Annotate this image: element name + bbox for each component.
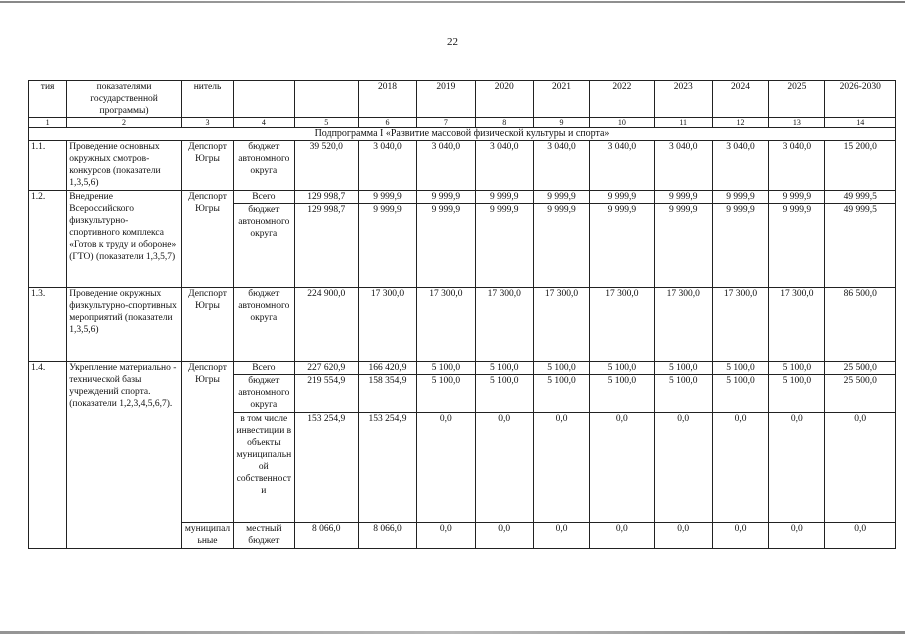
year-value: 17 300,0 (712, 288, 768, 362)
funding-source: Всего (234, 362, 294, 375)
total-value: 224 900,0 (294, 288, 358, 362)
column-number: 12 (712, 118, 768, 128)
header-cell-3: нитель (181, 81, 233, 118)
header-year: 2025 (769, 81, 825, 118)
year-value: 3 040,0 (769, 141, 825, 191)
year-value: 5 100,0 (769, 362, 825, 375)
year-value: 25 500,0 (825, 362, 896, 375)
table-row (29, 362, 896, 375)
year-value: 3 040,0 (712, 141, 768, 191)
year-value: 0,0 (590, 523, 654, 549)
total-value: 219 554,9 (294, 375, 358, 413)
year-value: 9 999,9 (358, 204, 416, 288)
row-number: 1.2. (29, 191, 67, 288)
row-executor: Депспорт Югры (181, 288, 233, 362)
year-value: 49 999,5 (825, 204, 896, 288)
year-value: 3 040,0 (590, 141, 654, 191)
year-value: 9 999,9 (475, 191, 533, 204)
year-value: 9 999,9 (654, 191, 712, 204)
year-value: 0,0 (417, 413, 475, 523)
row-executor: Депспорт Югры (181, 362, 233, 523)
header-year: 2019 (417, 81, 475, 118)
row-name: Укрепление материально - технической базы учреждений спорта. (показатели 1,2,3,4,5,6,7). (67, 362, 182, 549)
year-value: 5 100,0 (417, 375, 475, 413)
year-value: 17 300,0 (590, 288, 654, 362)
year-value: 9 999,9 (475, 204, 533, 288)
year-value: 5 100,0 (475, 375, 533, 413)
year-value: 0,0 (475, 523, 533, 549)
year-value: 3 040,0 (654, 141, 712, 191)
total-value: 129 998,7 (294, 204, 358, 288)
column-number: 6 (358, 118, 416, 128)
funding-source: в том числе инвестиции в объекты муниципальной собственности (234, 413, 294, 523)
year-value: 5 100,0 (417, 362, 475, 375)
row-name: Проведение основных окружных смотров-конкурсов (показатели 1,3,5,6) (67, 141, 182, 191)
column-number: 5 (294, 118, 358, 128)
year-value: 5 100,0 (590, 375, 654, 413)
column-number: 2 (67, 118, 182, 128)
year-value: 9 999,9 (417, 204, 475, 288)
funding-source: бюджет автономного округа (234, 141, 294, 191)
year-value: 3 040,0 (358, 141, 416, 191)
column-number: 3 (181, 118, 233, 128)
row-executor-2: муниципальные (181, 523, 233, 549)
year-value: 5 100,0 (533, 362, 589, 375)
header-cell-4 (234, 81, 294, 118)
year-value: 3 040,0 (475, 141, 533, 191)
year-value: 3 040,0 (533, 141, 589, 191)
year-value: 17 300,0 (417, 288, 475, 362)
year-value: 3 040,0 (417, 141, 475, 191)
column-number: 1 (29, 118, 67, 128)
year-value: 0,0 (712, 413, 768, 523)
year-value: 86 500,0 (825, 288, 896, 362)
table-row (29, 191, 896, 204)
year-value: 9 999,9 (712, 204, 768, 288)
header-year: 2022 (590, 81, 654, 118)
column-number: 14 (825, 118, 896, 128)
year-value: 5 100,0 (712, 362, 768, 375)
year-value: 49 999,5 (825, 191, 896, 204)
scan-edge-top (0, 1, 905, 3)
year-value: 0,0 (769, 523, 825, 549)
year-value: 5 100,0 (712, 375, 768, 413)
header-year: 2018 (358, 81, 416, 118)
page-number: 22 (447, 36, 458, 48)
year-value: 0,0 (590, 413, 654, 523)
row-executor: Депспорт Югры (181, 191, 233, 288)
year-value: 9 999,9 (769, 191, 825, 204)
column-number: 13 (769, 118, 825, 128)
total-value: 227 620,9 (294, 362, 358, 375)
funding-source: бюджет автономного округа (234, 204, 294, 288)
header-cell-1: тия (29, 81, 67, 118)
row-number: 1.4. (29, 362, 67, 549)
table-row (29, 141, 896, 191)
year-value: 0,0 (533, 523, 589, 549)
total-value: 8 066,0 (294, 523, 358, 549)
column-number: 9 (533, 118, 589, 128)
column-number: 10 (590, 118, 654, 128)
year-value: 5 100,0 (475, 362, 533, 375)
column-number: 8 (475, 118, 533, 128)
year-value: 158 354,9 (358, 375, 416, 413)
column-number: 7 (417, 118, 475, 128)
header-cell-2: показателями государственной программы) (67, 81, 182, 118)
column-number-row (29, 118, 896, 128)
header-year: 2026-2030 (825, 81, 896, 118)
header-year: 2020 (475, 81, 533, 118)
row-number: 1.1. (29, 141, 67, 191)
row-name: Внедрение Всероссийского физкультурно-спортивного комплекса «Готов к труду и обороне» (ГТО) (показатели 1,3,5,7) (67, 191, 182, 288)
year-value: 5 100,0 (654, 375, 712, 413)
funding-source: Всего (234, 191, 294, 204)
year-value: 0,0 (533, 413, 589, 523)
row-executor: Депспорт Югры (181, 141, 233, 191)
year-value: 0,0 (769, 413, 825, 523)
header-year: 2021 (533, 81, 589, 118)
year-value: 9 999,9 (533, 191, 589, 204)
year-value: 9 999,9 (590, 191, 654, 204)
column-number: 4 (234, 118, 294, 128)
year-value: 0,0 (825, 413, 896, 523)
year-value: 9 999,9 (590, 204, 654, 288)
year-value: 25 500,0 (825, 375, 896, 413)
year-value: 166 420,9 (358, 362, 416, 375)
header-row (29, 81, 896, 118)
year-value: 17 300,0 (654, 288, 712, 362)
year-value: 153 254,9 (358, 413, 416, 523)
year-value: 9 999,9 (712, 191, 768, 204)
total-value: 39 520,0 (294, 141, 358, 191)
year-value: 0,0 (654, 413, 712, 523)
scan-edge-bottom (0, 631, 905, 634)
subprogram-row (29, 128, 896, 141)
funding-source: местный бюджет (234, 523, 294, 549)
year-value: 9 999,9 (417, 191, 475, 204)
row-number: 1.3. (29, 288, 67, 362)
year-value: 17 300,0 (769, 288, 825, 362)
year-value: 17 300,0 (475, 288, 533, 362)
year-value: 15 200,0 (825, 141, 896, 191)
column-number: 11 (654, 118, 712, 128)
year-value: 5 100,0 (654, 362, 712, 375)
year-value: 5 100,0 (590, 362, 654, 375)
year-value: 8 066,0 (358, 523, 416, 549)
year-value: 9 999,9 (533, 204, 589, 288)
header-cell-5 (294, 81, 358, 118)
year-value: 0,0 (417, 523, 475, 549)
year-value: 5 100,0 (769, 375, 825, 413)
year-value: 0,0 (654, 523, 712, 549)
header-year: 2023 (654, 81, 712, 118)
funding-source: бюджет автономного округа (234, 288, 294, 362)
year-value: 0,0 (712, 523, 768, 549)
budget-table (28, 80, 896, 549)
table-row (29, 288, 896, 362)
year-value: 9 999,9 (358, 191, 416, 204)
funding-source: бюджет автономного округа (234, 375, 294, 413)
year-value: 5 100,0 (533, 375, 589, 413)
header-year: 2024 (712, 81, 768, 118)
year-value: 0,0 (825, 523, 896, 549)
year-value: 9 999,9 (654, 204, 712, 288)
year-value: 17 300,0 (358, 288, 416, 362)
year-value: 0,0 (475, 413, 533, 523)
row-name: Проведение окружных физкультурно-спортивных мероприятий (показатели 1,3,5,6) (67, 288, 182, 362)
subprogram-title: Подпрограмма I «Развитие массовой физической культуры и спорта» (29, 128, 896, 141)
total-value: 153 254,9 (294, 413, 358, 523)
year-value: 9 999,9 (769, 204, 825, 288)
year-value: 17 300,0 (533, 288, 589, 362)
total-value: 129 998,7 (294, 191, 358, 204)
